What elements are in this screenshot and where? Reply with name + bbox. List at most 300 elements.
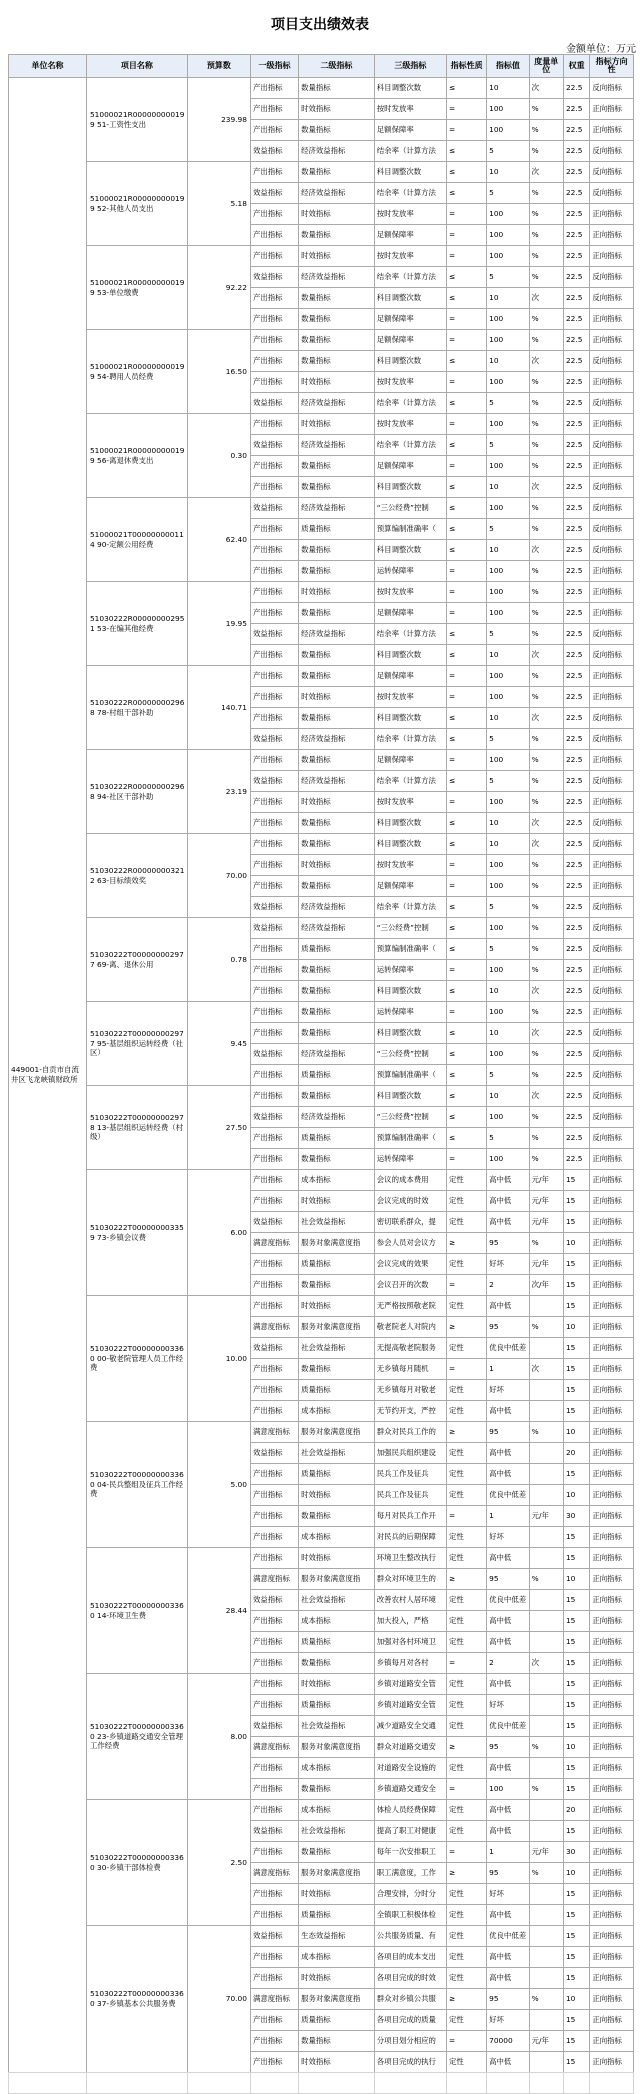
budget-cell: 62.40 — [187, 498, 250, 582]
level1-indicator-cell: 产出指标 — [250, 120, 298, 141]
level1-indicator-cell: 效益指标 — [250, 771, 298, 792]
direction-cell: 正向指标 — [590, 1254, 634, 1275]
header-indicator-value: 指标值 — [487, 55, 529, 78]
direction-cell: 正向指标 — [590, 2010, 634, 2031]
indicator-value-cell: 优良中低差 — [487, 1716, 529, 1737]
indicator-nature-cell: ≥ — [447, 1989, 487, 2010]
level2-indicator-cell: 时效指标 — [299, 582, 375, 603]
header-measure-unit: 度量单位 — [529, 55, 563, 78]
level2-indicator-cell: 经济效益指标 — [299, 267, 375, 288]
level3-indicator-cell: 合理安排，分时分 — [374, 1884, 446, 1905]
weight-cell: 15 — [563, 1968, 589, 1989]
measure-unit-cell: % — [529, 1569, 563, 1590]
measure-unit-cell: 元/年 — [529, 1212, 563, 1233]
level2-indicator-cell: 服务对象满意度指 — [299, 1569, 375, 1590]
level1-indicator-cell: 产出指标 — [250, 2052, 298, 2073]
level1-indicator-cell: 效益指标 — [250, 1716, 298, 1737]
level1-indicator-cell: 产出指标 — [250, 288, 298, 309]
weight-cell: 10 — [563, 1422, 589, 1443]
level3-indicator-cell: 各项目的成本支出 — [374, 1947, 446, 1968]
level2-indicator-cell: 数量指标 — [299, 1653, 375, 1674]
indicator-nature-cell: 定性 — [447, 1380, 487, 1401]
weight-cell: 15 — [563, 1464, 589, 1485]
indicator-nature-cell: ≥ — [447, 1317, 487, 1338]
level1-indicator-cell: 满意度指标 — [250, 1863, 298, 1884]
table-row — [9, 666, 634, 687]
level2-indicator-cell: 社会效益指标 — [299, 1821, 375, 1842]
measure-unit-cell: % — [529, 1779, 563, 1800]
empty-grid-rows — [8, 2072, 634, 2094]
indicator-nature-cell: = — [447, 1842, 487, 1863]
level2-indicator-cell: 经济效益指标 — [299, 897, 375, 918]
project-name-cell: 51000021R000000000199 52-其他人员支出 — [86, 162, 187, 246]
table-body — [9, 78, 634, 2073]
level3-indicator-cell: 全镇职工积极体检 — [374, 1905, 446, 1926]
level1-indicator-cell: 产出指标 — [250, 750, 298, 771]
indicator-nature-cell: = — [447, 561, 487, 582]
level2-indicator-cell: 数量指标 — [299, 960, 375, 981]
direction-cell: 反向指标 — [590, 645, 634, 666]
indicator-nature-cell: 定性 — [447, 1674, 487, 1695]
level2-indicator-cell: 数量指标 — [299, 288, 375, 309]
header-level3-indicator: 三级指标 — [374, 55, 446, 78]
level1-indicator-cell: 效益指标 — [250, 267, 298, 288]
level3-indicator-cell: 结余率（计算方法 — [374, 267, 446, 288]
level2-indicator-cell: 时效指标 — [299, 1968, 375, 1989]
level3-indicator-cell: “三公经费”控制 — [374, 918, 446, 939]
weight-cell: 15 — [563, 1695, 589, 1716]
level2-indicator-cell: 服务对象满意度指 — [299, 1863, 375, 1884]
weight-cell: 22.5 — [563, 540, 589, 561]
project-name-cell: 51030222T000000002978 13-基层组织运转经费（村级） — [86, 1086, 187, 1170]
budget-cell: 5.18 — [187, 162, 250, 246]
weight-cell: 15 — [563, 1779, 589, 1800]
level2-indicator-cell: 经济效益指标 — [299, 1107, 375, 1128]
indicator-nature-cell: = — [447, 1653, 487, 1674]
level2-indicator-cell: 数量指标 — [299, 1023, 375, 1044]
direction-cell: 正向指标 — [590, 1002, 634, 1023]
weight-cell: 22.5 — [563, 1107, 589, 1128]
level3-indicator-cell: 科目调整次数 — [374, 813, 446, 834]
level1-indicator-cell: 产出指标 — [250, 1359, 298, 1380]
level3-indicator-cell: 减少道路安全交通 — [374, 1716, 446, 1737]
project-name-cell: 51030222R000000002968 94-社区干部补助 — [86, 750, 187, 834]
measure-unit-cell: % — [529, 498, 563, 519]
measure-unit-cell: % — [529, 1002, 563, 1023]
indicator-value-cell: 10 — [487, 477, 529, 498]
measure-unit-cell: % — [529, 1044, 563, 1065]
weight-cell: 22.5 — [563, 918, 589, 939]
weight-cell: 22.5 — [563, 372, 589, 393]
indicator-nature-cell: ≤ — [447, 183, 487, 204]
weight-cell: 22.5 — [563, 498, 589, 519]
weight-cell: 22.5 — [563, 960, 589, 981]
indicator-value-cell: 100 — [487, 204, 529, 225]
indicator-value-cell: 好坏 — [487, 2010, 529, 2031]
level1-indicator-cell: 产出指标 — [250, 981, 298, 1002]
level1-indicator-cell: 产出指标 — [250, 561, 298, 582]
weight-cell: 15 — [563, 1548, 589, 1569]
direction-cell: 反向指标 — [590, 141, 634, 162]
direction-cell: 正向指标 — [590, 1233, 634, 1254]
indicator-value-cell: 95 — [487, 1422, 529, 1443]
weight-cell: 22.5 — [563, 645, 589, 666]
indicator-value-cell: 高中低 — [487, 1674, 529, 1695]
budget-cell: 19.95 — [187, 582, 250, 666]
indicator-nature-cell: ≤ — [447, 708, 487, 729]
weight-cell: 22.5 — [563, 771, 589, 792]
direction-cell: 正向指标 — [590, 1926, 634, 1947]
weight-cell: 22.5 — [563, 981, 589, 1002]
direction-cell: 正向指标 — [590, 2031, 634, 2052]
level1-indicator-cell: 产出指标 — [250, 414, 298, 435]
measure-unit-cell: % — [529, 918, 563, 939]
weight-cell: 22.5 — [563, 1065, 589, 1086]
weight-cell: 22.5 — [563, 750, 589, 771]
weight-cell: 15 — [563, 1905, 589, 1926]
direction-cell: 正向指标 — [590, 309, 634, 330]
level3-indicator-cell: 无乡镇每月对敬老 — [374, 1380, 446, 1401]
indicator-value-cell: 10 — [487, 1023, 529, 1044]
measure-unit-cell: % — [529, 876, 563, 897]
level1-indicator-cell: 产出指标 — [250, 1611, 298, 1632]
level3-indicator-cell: 对民兵的后期保障 — [374, 1527, 446, 1548]
level2-indicator-cell: 成本指标 — [299, 1758, 375, 1779]
indicator-value-cell: 5 — [487, 435, 529, 456]
indicator-value-cell: 好坏 — [487, 1254, 529, 1275]
weight-cell: 22.5 — [563, 267, 589, 288]
level1-indicator-cell: 产出指标 — [250, 1968, 298, 1989]
weight-cell: 15 — [563, 1653, 589, 1674]
level3-indicator-cell: 公共服务质量、有 — [374, 1926, 446, 1947]
indicator-value-cell: 高中低 — [487, 1548, 529, 1569]
level2-indicator-cell: 时效指标 — [299, 204, 375, 225]
indicator-value-cell: 10 — [487, 540, 529, 561]
budget-cell: 92.22 — [187, 246, 250, 330]
indicator-nature-cell: = — [447, 309, 487, 330]
indicator-value-cell: 5 — [487, 183, 529, 204]
budget-cell: 2.50 — [187, 1800, 250, 1926]
indicator-value-cell: 高中低 — [487, 1191, 529, 1212]
empty-cell — [590, 2073, 634, 2094]
level3-indicator-cell: 无节约开支，严控 — [374, 1401, 446, 1422]
level1-indicator-cell: 效益指标 — [250, 1107, 298, 1128]
indicator-nature-cell: 定性 — [447, 1338, 487, 1359]
level2-indicator-cell: 时效指标 — [299, 1884, 375, 1905]
level3-indicator-cell: 环境卫生整改执行 — [374, 1548, 446, 1569]
indicator-value-cell: 高中低 — [487, 1170, 529, 1191]
measure-unit-cell: % — [529, 729, 563, 750]
level1-indicator-cell: 满意度指标 — [250, 1989, 298, 2010]
weight-cell: 15 — [563, 1821, 589, 1842]
weight-cell: 10 — [563, 1737, 589, 1758]
level2-indicator-cell: 数量指标 — [299, 1275, 375, 1296]
level1-indicator-cell: 满意度指标 — [250, 1233, 298, 1254]
direction-cell: 正向指标 — [590, 1443, 634, 1464]
direction-cell: 正向指标 — [590, 1296, 634, 1317]
level2-indicator-cell: 经济效益指标 — [299, 141, 375, 162]
level2-indicator-cell: 成本指标 — [299, 1611, 375, 1632]
weight-cell: 22.5 — [563, 603, 589, 624]
direction-cell: 正向指标 — [590, 1632, 634, 1653]
indicator-nature-cell: ≤ — [447, 729, 487, 750]
measure-unit-cell: % — [529, 183, 563, 204]
direction-cell: 反向指标 — [590, 477, 634, 498]
direction-cell: 反向指标 — [590, 498, 634, 519]
weight-cell: 22.5 — [563, 435, 589, 456]
direction-cell: 正向指标 — [590, 1716, 634, 1737]
level1-indicator-cell: 产出指标 — [250, 1023, 298, 1044]
indicator-nature-cell: ≤ — [447, 288, 487, 309]
direction-cell: 正向指标 — [590, 1779, 634, 1800]
level2-indicator-cell: 数量指标 — [299, 225, 375, 246]
indicator-value-cell: 5 — [487, 729, 529, 750]
weight-cell: 15 — [563, 1611, 589, 1632]
indicator-nature-cell: ≤ — [447, 624, 487, 645]
measure-unit-cell: 次 — [529, 1359, 563, 1380]
table-row — [9, 1926, 634, 1947]
measure-unit-cell — [529, 1821, 563, 1842]
budget-cell: 23.19 — [187, 750, 250, 834]
direction-cell: 反向指标 — [590, 162, 634, 183]
table-row — [9, 750, 634, 771]
measure-unit-cell: % — [529, 99, 563, 120]
direction-cell: 正向指标 — [590, 1191, 634, 1212]
indicator-nature-cell: = — [447, 876, 487, 897]
indicator-value-cell: 100 — [487, 1107, 529, 1128]
level2-indicator-cell: 服务对象满意度指 — [299, 1233, 375, 1254]
weight-cell: 22.5 — [563, 246, 589, 267]
indicator-value-cell: 95 — [487, 1317, 529, 1338]
indicator-nature-cell: ≤ — [447, 1107, 487, 1128]
project-name-cell: 51030222T000000003360 00-敬老院管理人员工作经费 — [86, 1296, 187, 1422]
level1-indicator-cell: 产出指标 — [250, 939, 298, 960]
indicator-value-cell: 10 — [487, 813, 529, 834]
indicator-nature-cell: ≤ — [447, 351, 487, 372]
direction-cell: 正向指标 — [590, 1884, 634, 1905]
project-name-cell: 51000021R000000000199 54-聘用人员经费 — [86, 330, 187, 414]
level2-indicator-cell: 时效指标 — [299, 1191, 375, 1212]
level2-indicator-cell: 数量指标 — [299, 603, 375, 624]
weight-cell: 22.5 — [563, 666, 589, 687]
indicator-nature-cell: = — [447, 603, 487, 624]
weight-cell: 22.5 — [563, 393, 589, 414]
indicator-value-cell: 100 — [487, 330, 529, 351]
direction-cell: 正向指标 — [590, 582, 634, 603]
empty-cell — [529, 2073, 563, 2094]
direction-cell: 正向指标 — [590, 1989, 634, 2010]
indicator-value-cell: 高中低 — [487, 1443, 529, 1464]
project-name-cell: 51030222T000000003360 04-民兵整组及征兵工作经费 — [86, 1422, 187, 1548]
indicator-nature-cell: ≤ — [447, 141, 487, 162]
direction-cell: 反向指标 — [590, 939, 634, 960]
level2-indicator-cell: 质量指标 — [299, 1695, 375, 1716]
project-name-cell: 51030222R000000003212 63-目标绩效奖 — [86, 834, 187, 918]
direction-cell: 反向指标 — [590, 981, 634, 1002]
direction-cell: 正向指标 — [590, 603, 634, 624]
level3-indicator-cell: 群众对民兵工作的 — [374, 1422, 446, 1443]
direction-cell: 正向指标 — [590, 1905, 634, 1926]
table-row — [9, 1674, 634, 1695]
level1-indicator-cell: 产出指标 — [250, 456, 298, 477]
indicator-nature-cell: ≤ — [447, 645, 487, 666]
indicator-nature-cell: = — [447, 2031, 487, 2052]
level2-indicator-cell: 经济效益指标 — [299, 624, 375, 645]
direction-cell: 反向指标 — [590, 1086, 634, 1107]
level3-indicator-cell: 科目调整次数 — [374, 1023, 446, 1044]
direction-cell: 正向指标 — [590, 1170, 634, 1191]
direction-cell: 正向指标 — [590, 1968, 634, 1989]
level1-indicator-cell: 效益指标 — [250, 1821, 298, 1842]
direction-cell: 正向指标 — [590, 1317, 634, 1338]
level3-indicator-cell: 群众对环境卫生的 — [374, 1569, 446, 1590]
level2-indicator-cell: 时效指标 — [299, 246, 375, 267]
indicator-value-cell: 高中低 — [487, 1632, 529, 1653]
measure-unit-cell: % — [529, 330, 563, 351]
measure-unit-cell — [529, 1338, 563, 1359]
weight-cell: 22.5 — [563, 855, 589, 876]
indicator-value-cell: 10 — [487, 708, 529, 729]
level1-indicator-cell: 效益指标 — [250, 1443, 298, 1464]
table-row — [9, 1002, 634, 1023]
level3-indicator-cell: 科目调整次数 — [374, 645, 446, 666]
indicator-nature-cell: ≥ — [447, 1233, 487, 1254]
level3-indicator-cell: 科目调整次数 — [374, 708, 446, 729]
indicator-nature-cell: = — [447, 225, 487, 246]
level1-indicator-cell: 效益指标 — [250, 1212, 298, 1233]
level3-indicator-cell: 预算编制准确率（ — [374, 939, 446, 960]
indicator-value-cell: 100 — [487, 876, 529, 897]
indicator-nature-cell: ≤ — [447, 393, 487, 414]
weight-cell: 22.5 — [563, 834, 589, 855]
header-row — [9, 55, 634, 78]
weight-cell: 22.5 — [563, 813, 589, 834]
budget-cell: 10.00 — [187, 1296, 250, 1422]
level2-indicator-cell: 经济效益指标 — [299, 393, 375, 414]
level2-indicator-cell: 质量指标 — [299, 2010, 375, 2031]
header-budget: 预算数 — [187, 55, 250, 78]
indicator-nature-cell: 定性 — [447, 1254, 487, 1275]
measure-unit-cell: 次 — [529, 1086, 563, 1107]
level3-indicator-cell: 各项目完成的时效 — [374, 1968, 446, 1989]
indicator-nature-cell: = — [447, 372, 487, 393]
level3-indicator-cell: 群众对道路交通安 — [374, 1737, 446, 1758]
measure-unit-cell: % — [529, 267, 563, 288]
level2-indicator-cell: 数量指标 — [299, 1149, 375, 1170]
level2-indicator-cell: 经济效益指标 — [299, 1044, 375, 1065]
indicator-value-cell: 高中低 — [487, 1800, 529, 1821]
indicator-nature-cell: 定性 — [447, 1947, 487, 1968]
indicator-value-cell: 100 — [487, 855, 529, 876]
weight-cell: 15 — [563, 1212, 589, 1233]
level2-indicator-cell: 时效指标 — [299, 855, 375, 876]
direction-cell: 正向指标 — [590, 1548, 634, 1569]
level2-indicator-cell: 数量指标 — [299, 540, 375, 561]
measure-unit-cell: % — [529, 1317, 563, 1338]
indicator-nature-cell: ≤ — [447, 1086, 487, 1107]
weight-cell: 15 — [563, 1527, 589, 1548]
indicator-nature-cell: 定性 — [447, 1611, 487, 1632]
direction-cell: 反向指标 — [590, 288, 634, 309]
indicator-nature-cell: 定性 — [447, 1884, 487, 1905]
level2-indicator-cell: 数量指标 — [299, 1506, 375, 1527]
indicator-nature-cell: ≤ — [447, 981, 487, 1002]
weight-cell: 15 — [563, 1380, 589, 1401]
weight-cell: 22.5 — [563, 78, 589, 99]
level2-indicator-cell: 数量指标 — [299, 2031, 375, 2052]
direction-cell: 反向指标 — [590, 393, 634, 414]
level2-indicator-cell: 数量指标 — [299, 813, 375, 834]
level2-indicator-cell: 经济效益指标 — [299, 183, 375, 204]
indicator-nature-cell: ≤ — [447, 477, 487, 498]
weight-cell: 15 — [563, 1275, 589, 1296]
level1-indicator-cell: 产出指标 — [250, 960, 298, 981]
direction-cell: 反向指标 — [590, 1065, 634, 1086]
level1-indicator-cell: 产出指标 — [250, 1947, 298, 1968]
indicator-nature-cell: 定性 — [447, 1758, 487, 1779]
direction-cell: 反向指标 — [590, 708, 634, 729]
indicator-value-cell: 好坏 — [487, 1380, 529, 1401]
level2-indicator-cell: 时效指标 — [299, 792, 375, 813]
indicator-value-cell: 优良中低差 — [487, 1926, 529, 1947]
weight-cell: 15 — [563, 1401, 589, 1422]
level2-indicator-cell: 服务对象满意度指 — [299, 1317, 375, 1338]
level2-indicator-cell: 数量指标 — [299, 309, 375, 330]
weight-cell: 30 — [563, 1842, 589, 1863]
level3-indicator-cell: 按时发放率 — [374, 246, 446, 267]
indicator-value-cell: 100 — [487, 120, 529, 141]
level2-indicator-cell: 数量指标 — [299, 78, 375, 99]
level1-indicator-cell: 效益指标 — [250, 393, 298, 414]
empty-cell — [9, 2073, 87, 2094]
level1-indicator-cell: 满意度指标 — [250, 1317, 298, 1338]
performance-table — [8, 54, 634, 2073]
weight-cell: 22.5 — [563, 897, 589, 918]
measure-unit-cell — [529, 1884, 563, 1905]
project-name-cell: 51030222R000000002951 53-在编其他经费 — [86, 582, 187, 666]
level2-indicator-cell: 质量指标 — [299, 1128, 375, 1149]
measure-unit-cell — [529, 1401, 563, 1422]
indicator-nature-cell: ≤ — [447, 1128, 487, 1149]
direction-cell: 反向指标 — [590, 183, 634, 204]
measure-unit-cell: % — [529, 855, 563, 876]
indicator-value-cell: 2 — [487, 1275, 529, 1296]
indicator-nature-cell: = — [447, 666, 487, 687]
level1-indicator-cell: 产出指标 — [250, 1149, 298, 1170]
level2-indicator-cell: 数量指标 — [299, 1779, 375, 1800]
measure-unit-cell: % — [529, 687, 563, 708]
direction-cell: 正向指标 — [590, 1947, 634, 1968]
level1-indicator-cell: 效益指标 — [250, 141, 298, 162]
level2-indicator-cell: 数量指标 — [299, 120, 375, 141]
indicator-value-cell: 5 — [487, 141, 529, 162]
indicator-value-cell: 100 — [487, 1002, 529, 1023]
direction-cell: 正向指标 — [590, 1149, 634, 1170]
weight-cell: 15 — [563, 1632, 589, 1653]
indicator-nature-cell: ≤ — [447, 939, 487, 960]
direction-cell: 反向指标 — [590, 624, 634, 645]
indicator-value-cell: 70000 — [487, 2031, 529, 2052]
empty-cell — [447, 2073, 487, 2094]
indicator-nature-cell: 定性 — [447, 1821, 487, 1842]
weight-cell: 22.5 — [563, 330, 589, 351]
measure-unit-cell — [529, 1464, 563, 1485]
level3-indicator-cell: 结余率（计算方法 — [374, 897, 446, 918]
level3-indicator-cell: 运转保障率 — [374, 1002, 446, 1023]
level2-indicator-cell: 服务对象满意度指 — [299, 1422, 375, 1443]
project-name-cell: 51030222T000000003360 30-乡镇干部体检费 — [86, 1800, 187, 1926]
level1-indicator-cell: 产出指标 — [250, 1884, 298, 1905]
